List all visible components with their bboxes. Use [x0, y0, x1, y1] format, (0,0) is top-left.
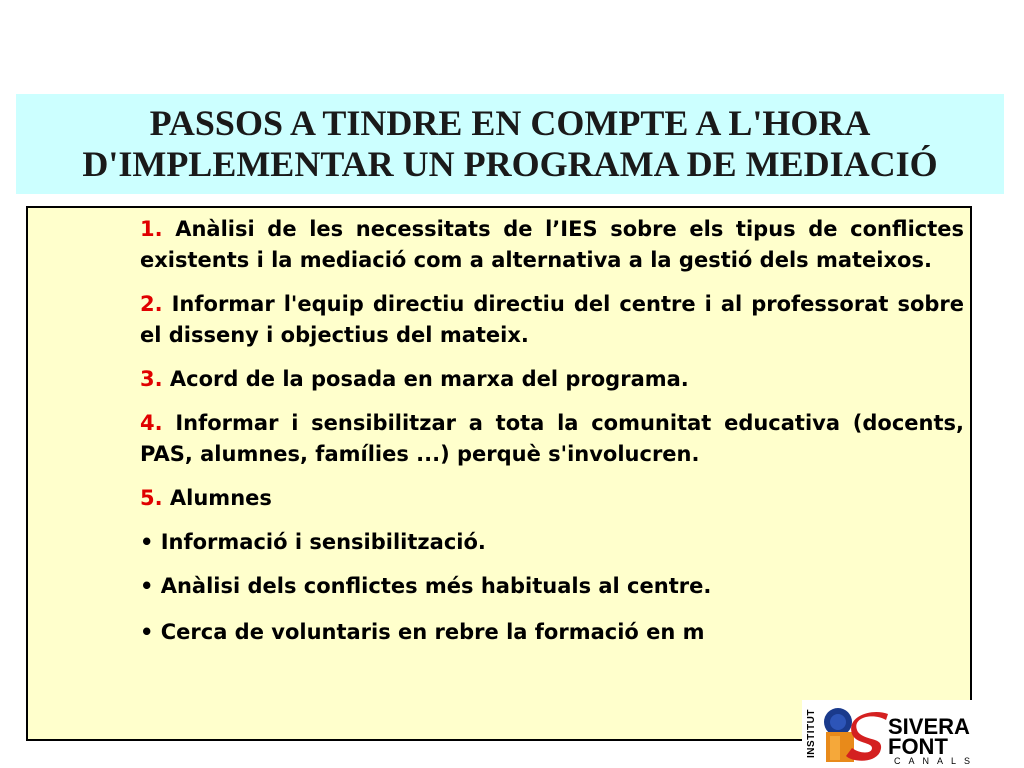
step-number: 5. — [140, 486, 163, 510]
content-box — [26, 206, 972, 741]
logo-institut-label: INSTITUT — [806, 709, 817, 759]
title-line-2: D'IMPLEMENTAR UN PROGRAMA DE MEDIACIÓ — [82, 144, 938, 184]
bullet-item-1: • Informació i sensibilització. — [140, 530, 486, 554]
step-item-4 — [140, 408, 964, 470]
logo-canals-text: CANALS — [894, 756, 979, 766]
step-number: 1. — [140, 217, 163, 241]
step-number: 3. — [140, 367, 163, 391]
step-number: 2. — [140, 292, 163, 316]
logo-font-text: FONT — [888, 734, 948, 759]
step-text: Acord de la posada en marxa del programa. — [162, 367, 689, 391]
steps-list — [140, 214, 964, 661]
slide-title — [82, 103, 937, 185]
step-text: Informar i sensibilitzar a tota la comunitat educativa (docents, PAS, alumnes, famílies ...) perquè s'involucren. — [140, 411, 964, 466]
step-number: 4. — [140, 411, 163, 435]
step-text: Alumnes — [162, 486, 272, 510]
bullet-item-2: • Anàlisi dels conflictes més habituals al centre. — [140, 574, 712, 598]
step-text: Informar l'equip directiu directiu del centre i al professorat sobre el disseny i objectius del mateix. — [140, 292, 964, 347]
title-line-1: PASSOS A TINDRE EN COMPTE A L'HORA — [149, 103, 871, 143]
step-item-2 — [140, 289, 964, 351]
step-item-3 — [140, 364, 964, 395]
step-item-5 — [140, 483, 964, 514]
bullet-item-3: • Cerca de voluntaris en rebre la formació en m — [140, 620, 705, 644]
step-item-1 — [140, 214, 964, 276]
slide-title-box — [16, 94, 1004, 194]
step-text: Anàlisi de les necessitats de l’IES sobre els tipus de conflictes existents i la mediació com a alternativa a la gestió dels mateixos. — [140, 217, 964, 272]
school-logo — [802, 700, 979, 768]
logo-sivera-text: SIVERA — [888, 714, 970, 739]
logo-emblem-icon — [816, 702, 890, 766]
